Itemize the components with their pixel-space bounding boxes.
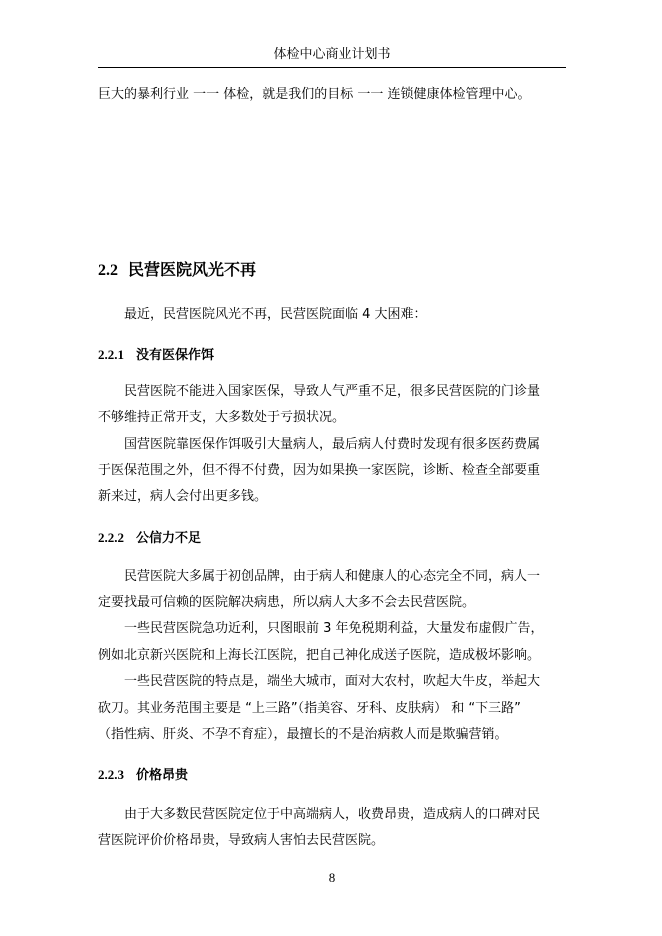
subsection-heading: [98, 766, 188, 785]
paragraph-line: 营医院评价价格昂贵，导致病人害怕去民营医院。: [98, 833, 385, 848]
paragraph-line: 于医保范围之外，但不得不付费，因为如果换一家医院，诊断、检查全部要重: [98, 463, 541, 478]
paragraph-line: （指性病、肝炎、不孕不育症），最擅长的不是治病救人而是欺骗营销。: [98, 727, 508, 742]
paragraph-line: 一些民营医院的特点是，端坐大城市，面对大农村，吹起大牛皮，举起大: [124, 674, 541, 689]
paragraph-line: 一些民营医院急功近利，只图眼前 3 年免税期利益，大量发布虚假广告，: [124, 621, 544, 636]
subsection-heading: [98, 529, 201, 548]
intro-line: 巨大的暴利行业 一一 体检，就是我们的目标 一一 连锁健康体检管理中心。: [98, 87, 531, 102]
section-intro: 最近，民营医院风光不再，民营医院面临 4 大困难：: [124, 307, 427, 322]
subsection-number: 2.2.3: [98, 767, 124, 782]
subsection-title: 公信力不足: [136, 531, 202, 546]
subsection-title: 价格昂贵: [136, 768, 189, 783]
page-header: 体检中心商业计划书: [98, 46, 566, 68]
paragraph-line: 砍刀。其业务范围主要是 “上三路”（指美容、牙科、皮肤病） 和 “下三路”: [98, 701, 521, 716]
paragraph-line: 民营医院不能进入国家医保，导致人气严重不足，很多民营医院的门诊量: [124, 384, 541, 399]
subsection-title: 没有医保作饵: [136, 348, 215, 363]
section-number: 2.2: [98, 262, 118, 279]
subsection-number: 2.2.2: [98, 530, 124, 545]
paragraph-line: 国营医院靠医保作饵吸引大量病人，最后病人付费时发现有很多医药费属: [124, 437, 541, 452]
paragraph-line: 定要找最可信赖的医院解决病患，所以病人大多不会去民营医院。: [98, 595, 476, 610]
subsection-heading: [98, 346, 214, 365]
section-heading: [98, 260, 256, 281]
subsection-number: 2.2.1: [98, 347, 124, 362]
paragraph-line: 新来过，病人会付出更多钱。: [98, 489, 268, 504]
paragraph-line: 由于大多数民营医院定位于中高端病人，收费昂贵，造成病人的口碑对民: [124, 807, 541, 822]
paragraph-line: 民营医院大多属于初创品牌，由于病人和健康人的心态完全不同，病人一: [124, 569, 541, 584]
paragraph-line: 不够维持正常开支，大多数处于亏损状况。: [98, 410, 346, 425]
paragraph-line: 例如北京新兴医院和上海长江医院，把自己神化成送子医院，造成极坏影响。: [98, 648, 541, 663]
page-number: 8: [328, 870, 336, 885]
section-title: 民营医院风光不再: [128, 260, 257, 279]
